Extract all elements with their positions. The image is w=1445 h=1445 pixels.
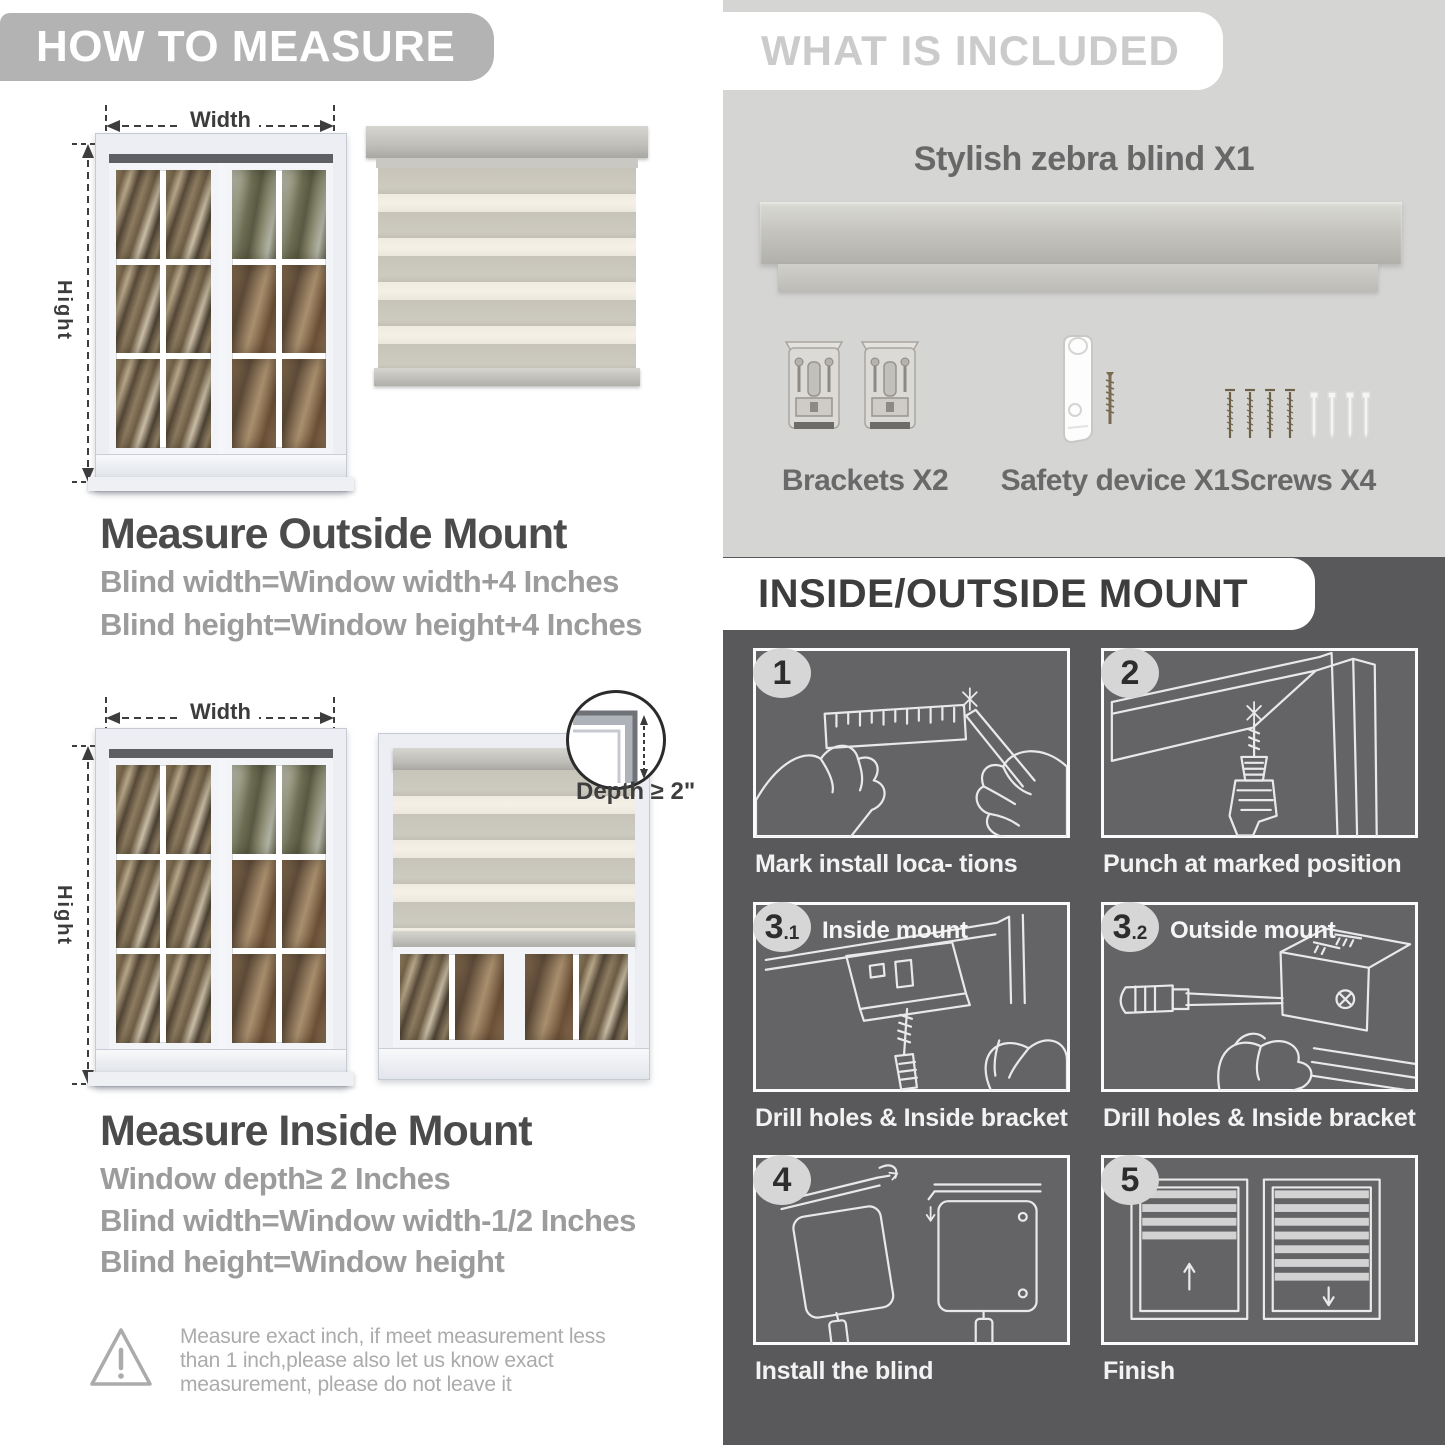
bracket-icon	[782, 336, 846, 440]
what-is-included-title: WHAT IS INCLUDED	[761, 27, 1180, 74]
window-recess	[109, 749, 333, 758]
step-3-1-badge: 3 .1	[753, 902, 811, 952]
inside-formula-height: Blind height=Window height	[100, 1244, 505, 1279]
hight-label: Hight	[53, 885, 75, 947]
screws-label: Screws X4	[1230, 464, 1376, 497]
step-2-badge: 2	[1101, 648, 1159, 698]
window-photo-inside	[95, 728, 347, 1087]
window-casement-right	[225, 163, 334, 455]
blind-headrail-product	[760, 202, 1402, 264]
step-5	[1101, 1155, 1418, 1385]
step-4-panel	[753, 1155, 1070, 1345]
width-label: Width	[182, 699, 259, 725]
hight-label: Hight	[53, 280, 75, 342]
window-casements	[109, 758, 333, 1050]
step-3-2-label: Outside mount	[1170, 917, 1336, 944]
blind-bottom-rail	[374, 368, 640, 386]
how-to-measure-title: HOW TO MEASURE	[36, 22, 456, 71]
window-sill-lip	[88, 477, 354, 491]
window-casement-right	[225, 758, 334, 1050]
how-to-measure-banner	[0, 13, 494, 81]
inside-formula-width: Blind width=Window width-1/2 Inches	[100, 1203, 636, 1238]
step-1-caption: Mark install loca- tions	[755, 850, 1018, 878]
outside-formula-width: Blind width=Window width+4 Inches	[100, 564, 619, 599]
window-recess	[109, 154, 333, 163]
width-label: Width	[182, 107, 259, 133]
what-is-included-tab	[723, 12, 1223, 90]
product-name: Stylish zebra blind X1	[913, 140, 1255, 178]
safety-device-icon	[1058, 334, 1128, 446]
inside-mount-figure	[0, 690, 710, 1100]
step-2	[1101, 648, 1418, 878]
step-3-1-panel	[753, 902, 1070, 1092]
mount-instructions-section	[723, 557, 1445, 1445]
screws-and-anchors-icon	[1222, 384, 1372, 444]
outside-formula-height: Blind height=Window height+4 Inches	[100, 607, 642, 642]
warning-line-2: than 1 inch,please also let us know exact	[180, 1349, 554, 1372]
lower-sash-left	[393, 947, 511, 1047]
blind-headrail-lip	[376, 158, 638, 168]
blind-bottomrail-product	[778, 264, 1378, 292]
inside-window-sill	[379, 1048, 649, 1079]
outside-mount-heading: Measure Outside Mount	[100, 510, 567, 558]
step-4-caption: Install the blind	[755, 1357, 934, 1385]
mount-section-tab	[723, 558, 1315, 630]
depth-magnifier	[566, 690, 666, 790]
magnified-corner-detail	[569, 693, 663, 787]
blind-headrail	[366, 126, 648, 158]
mount-section-title: INSIDE/OUTSIDE MOUNT	[758, 571, 1249, 616]
step-5-badge: 5	[1101, 1155, 1159, 1205]
step-1	[753, 648, 1070, 878]
step-3-1-caption: Drill holes & Inside bracket	[755, 1104, 1068, 1132]
exclamation-triangle-icon	[88, 1324, 154, 1390]
window-casement-left	[109, 163, 218, 455]
what-is-included-section	[723, 0, 1445, 557]
step-3-2	[1101, 902, 1418, 1132]
step-3-2-caption: Drill holes & Inside bracket	[1103, 1104, 1416, 1132]
lower-sash-right	[518, 947, 636, 1047]
step-1-badge: 1	[753, 648, 811, 698]
window-casement-left	[109, 758, 218, 1050]
window-photo-outside	[95, 133, 347, 492]
window-casements	[109, 163, 333, 455]
window-sill	[96, 454, 346, 477]
step-2-panel	[1101, 648, 1418, 838]
depth-label: Depth ≥ 2"	[576, 778, 696, 805]
window-sill-lip	[88, 1072, 354, 1086]
warning-line-1: Measure exact inch, if meet measurement less	[180, 1325, 606, 1348]
blind-fabric	[378, 168, 636, 368]
step-3-1-label: Inside mount	[822, 917, 968, 944]
step-4-badge: 4	[753, 1155, 811, 1205]
step-3-2-panel	[1101, 902, 1418, 1092]
step-1-panel	[753, 648, 1070, 838]
step-3-2-badge: 3 .2	[1101, 902, 1159, 952]
step-5-caption: Finish	[1103, 1357, 1175, 1385]
step-2-caption: Punch at marked position	[1103, 850, 1402, 878]
window-sill	[96, 1049, 346, 1072]
safety-device-label: Safety device X1	[1000, 464, 1230, 497]
warning-line-3: measurement, please do not leave it	[180, 1373, 512, 1396]
step-5-panel	[1101, 1155, 1418, 1345]
step-3-1	[753, 902, 1070, 1132]
lower-sashes	[393, 947, 635, 1047]
outside-mount-figure	[0, 95, 710, 495]
brackets-label: Brackets X2	[781, 464, 949, 497]
inside-formula-depth: Window depth≥ 2 Inches	[100, 1161, 451, 1196]
bracket-icon	[858, 336, 922, 440]
inside-mount-heading: Measure Inside Mount	[100, 1107, 532, 1155]
inside-blind-bottom-rail	[393, 931, 635, 947]
zebra-blind-outside	[366, 126, 648, 388]
step-4	[753, 1155, 1070, 1385]
